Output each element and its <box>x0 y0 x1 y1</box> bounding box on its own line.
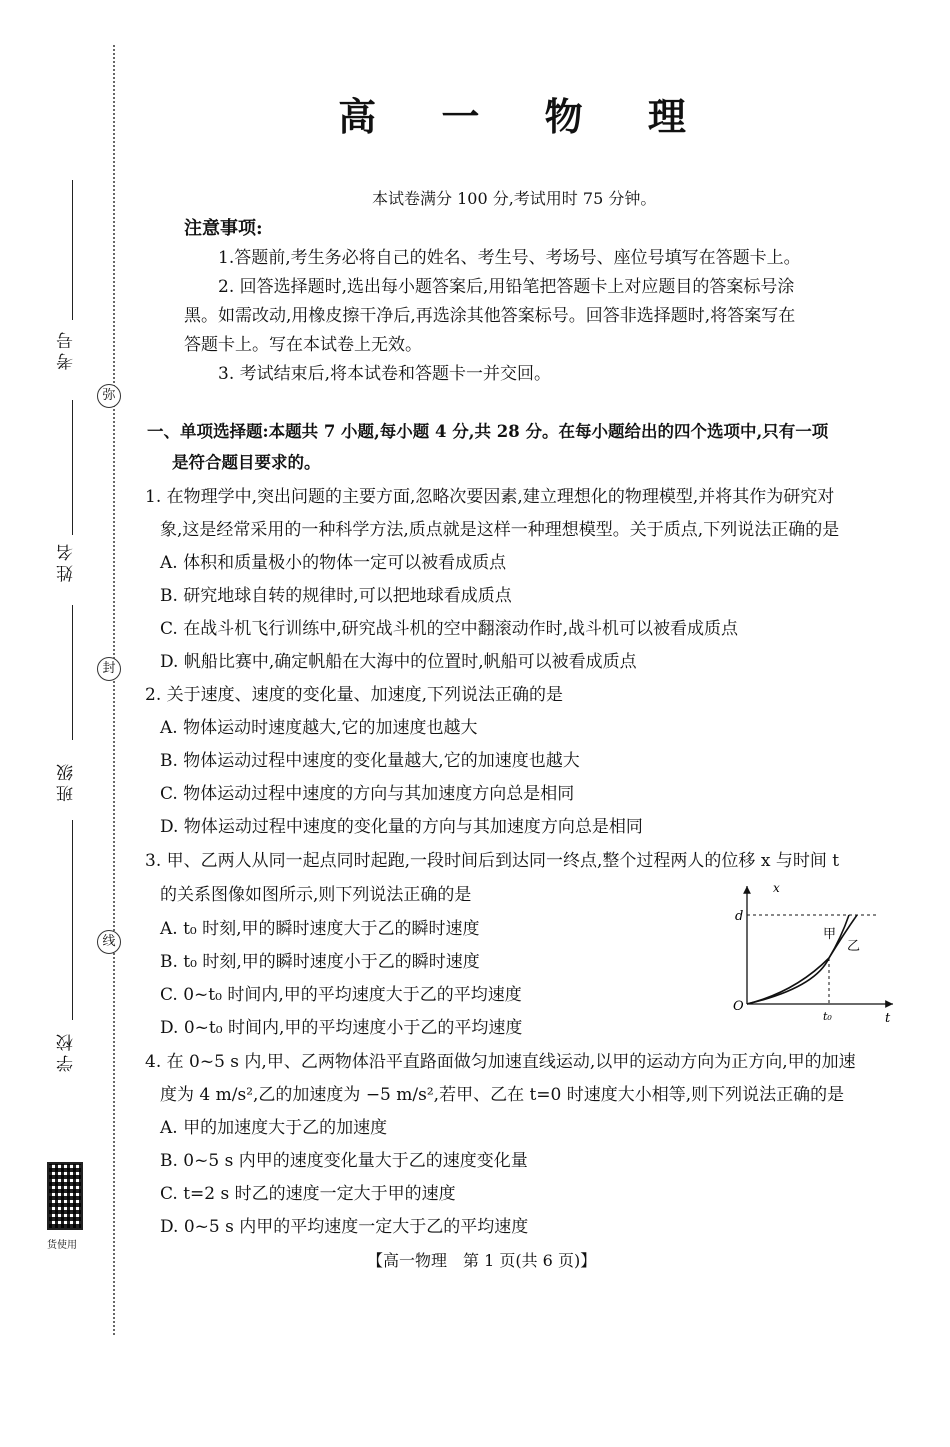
seal-feng: 封 <box>97 657 121 681</box>
q1-option-d: D. 帆船比赛中,确定帆船在大海中的位置时,帆船可以被看成质点 <box>160 652 637 672</box>
seal-mi: 弥 <box>97 384 121 408</box>
q1-option-b: B. 研究地球自转的规律时,可以把地球看成质点 <box>160 586 512 606</box>
name-label: 姓名 <box>57 540 77 582</box>
curve-yi <box>747 915 857 1004</box>
q4-stem-cont: 度为 4 m/s²,乙的加速度为 −5 m/s²,若甲、乙在 t=0 时速度大小相等,则下列说法正确的是 <box>160 1085 845 1105</box>
q3-stem-cont: 的关系图像如图所示,则下列说法正确的是 <box>160 885 472 905</box>
notice-item-2-cont: 黑。如需改动,用橡皮擦干净后,再选涂其他答案标号。回答非选择题时,将答案写在 <box>184 306 796 326</box>
q3-option-b: B. t₀ 时刻,甲的瞬时速度小于乙的瞬时速度 <box>160 952 480 972</box>
qr-caption: 货使用 <box>47 1240 77 1251</box>
notice-item-2-end: 答题卡上。写在本试卷上无效。 <box>184 335 422 355</box>
school-label: 学校 <box>57 1030 77 1072</box>
binding-dotted-line <box>113 45 115 1335</box>
notice-item-1: 1.答题前,考生务必将自己的姓名、考生号、考场号、座位号填写在答题卡上。 <box>218 248 801 268</box>
axis-t-label: t <box>885 1011 891 1025</box>
q3-stem: 3. 甲、乙两人从同一起点同时起跑,一段时间后到达同一终点,整个过程两人的位移 x 与时间 t <box>145 851 840 871</box>
q3-option-d: D. 0~t₀ 时间内,甲的平均速度小于乙的平均速度 <box>160 1018 523 1038</box>
q2-option-c: C. 物体运动过程中速度的方向与其加速度方向总是相同 <box>160 784 575 804</box>
qr-code <box>47 1162 83 1230</box>
page-footer: 【高一物理 第 1 页(共 6 页)】 <box>367 1251 597 1270</box>
position-time-graph <box>725 880 900 1025</box>
name-fill-line <box>72 400 73 535</box>
q1-stem-cont: 象,这是经常采用的一种科学方法,质点就是这样一种理想模型。关于质点,下列说法正确的是 <box>160 520 840 540</box>
notice-item-3: 3. 考试结束后,将本试卷和答题卡一并交回。 <box>218 364 552 384</box>
axis-x-label: x <box>773 881 780 895</box>
q1-option-a: A. 体积和质量极小的物体一定可以被看成质点 <box>160 553 507 573</box>
q3-option-a: A. t₀ 时刻,甲的瞬时速度大于乙的瞬时速度 <box>160 919 480 939</box>
exam-no-fill-line <box>72 180 73 320</box>
label-jia: 甲 <box>823 927 837 942</box>
q2-option-d: D. 物体运动过程中速度的变化量的方向与其加速度方向总是相同 <box>160 817 643 837</box>
q4-stem: 4. 在 0~5 s 内,甲、乙两物体沿平直路面做匀加速直线运动,以甲的运动方向为正方向,甲的加速 <box>145 1052 856 1072</box>
page-title: 高 一 物 理 <box>338 94 712 139</box>
origin-label: O <box>733 999 744 1014</box>
q4-option-c: C. t=2 s 时乙的速度一定大于甲的速度 <box>160 1184 456 1204</box>
seal-xian: 线 <box>97 930 121 954</box>
q4-option-b: B. 0~5 s 内甲的速度变化量大于乙的速度变化量 <box>160 1151 528 1171</box>
section-heading-cont: 是符合题目要求的。 <box>172 453 321 472</box>
notice-title: 注意事项: <box>184 218 263 239</box>
school-fill-line <box>72 820 73 1020</box>
notice-item-2: 2. 回答选择题时,选出每小题答案后,用铅笔把答题卡上对应题目的答案标号涂 <box>218 277 795 297</box>
q1-option-c: C. 在战斗机飞行训练中,研究战斗机的空中翻滚动作时,战斗机可以被看成质点 <box>160 619 739 639</box>
score-info: 本试卷满分 100 分,考试用时 75 分钟。 <box>372 189 657 208</box>
class-label: 班级 <box>57 760 77 802</box>
d-label: d <box>735 909 744 924</box>
class-fill-line <box>72 605 73 740</box>
q3-option-c: C. 0~t₀ 时间内,甲的平均速度大于乙的平均速度 <box>160 985 522 1005</box>
q4-option-a: A. 甲的加速度大于乙的加速度 <box>160 1118 388 1138</box>
q4-option-d: D. 0~5 s 内甲的平均速度一定大于乙的平均速度 <box>160 1217 529 1237</box>
q2-option-a: A. 物体运动时速度越大,它的加速度也越大 <box>160 718 478 738</box>
q2-option-b: B. 物体运动过程中速度的变化量越大,它的加速度也越大 <box>160 751 580 771</box>
section-heading: 一、单项选择题:本题共 7 小题,每小题 4 分,共 28 分。在每小题给出的四个选项中,只有一项 <box>147 422 829 441</box>
label-yi: 乙 <box>847 939 861 954</box>
t0-label: t₀ <box>823 1010 832 1023</box>
exam-no-label: 考号 <box>57 328 77 370</box>
q1-stem: 1. 在物理学中,突出问题的主要方面,忽略次要因素,建立理想化的物理模型,并将其作为研究对 <box>145 487 835 507</box>
q2-stem: 2. 关于速度、速度的变化量、加速度,下列说法正确的是 <box>145 685 564 705</box>
